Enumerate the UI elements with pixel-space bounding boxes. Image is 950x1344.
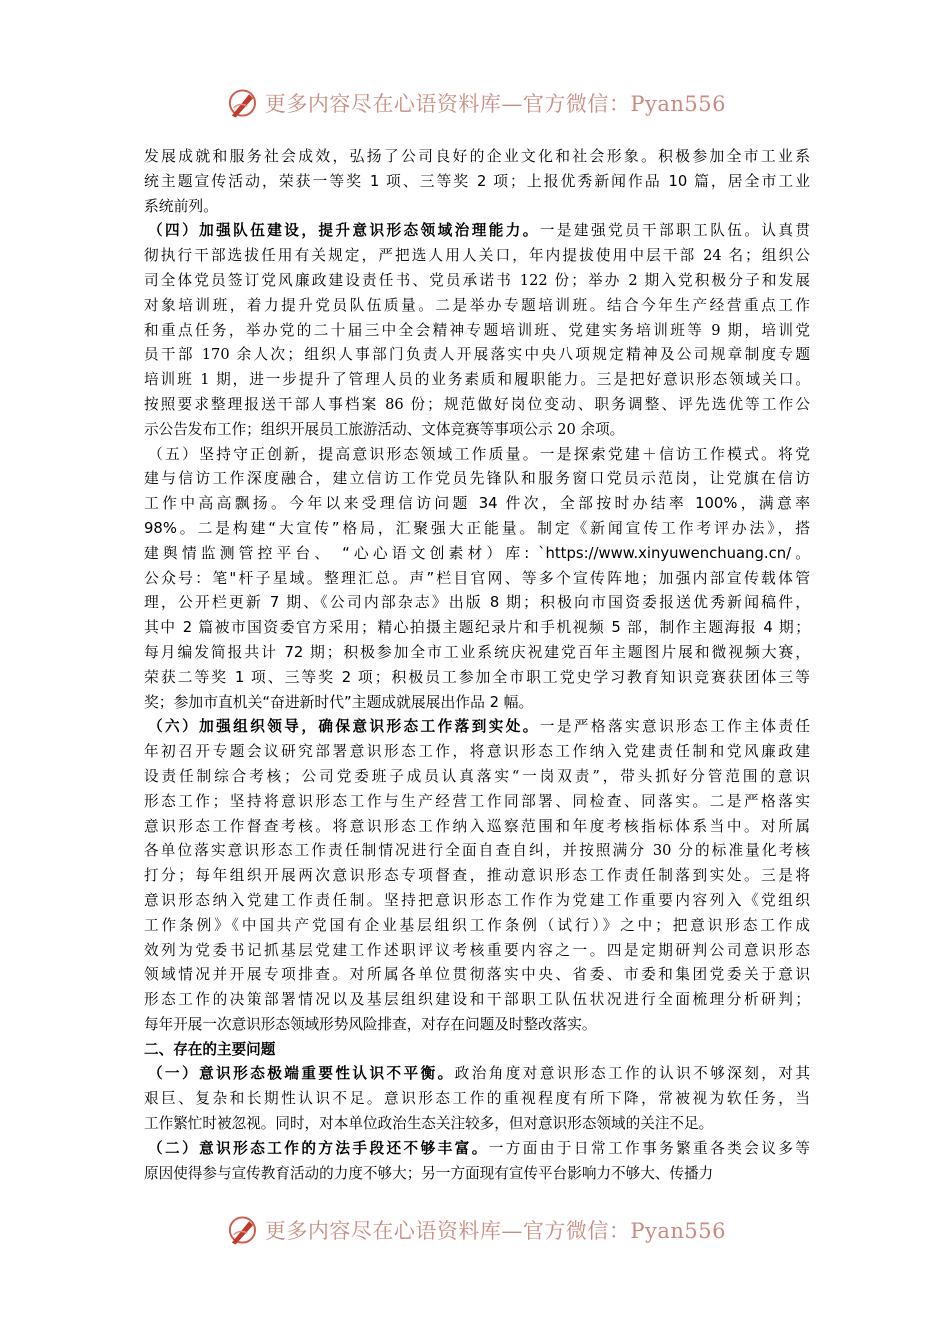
line-text: 设责任制综合考核；公司党委班子成员认真落实“一岗双责”，带头抓好分管范围的意识 [144,767,810,785]
line-text: 公众号：笔"杆子星域。整理汇总。声”栏目官网、等多个宣传阵地；加强内部宣传载体管 [144,569,810,587]
text-line [144,1038,810,1063]
text-line [144,691,810,716]
text-line [144,591,810,616]
text-line [144,1087,810,1112]
line-text: 发展成就和服务社会成效，弘扬了公司良好的企业文化和社会形象。积极参加全市工业系 [144,148,810,165]
text-line [144,939,810,964]
line-text: 其中 2 篇被市国资委官方采用；精心拍摄主题纪录片和手机视频 5 部，制作主题海报 4 期； [144,619,810,637]
text-line [144,467,810,492]
line-text: 对象培训班，着力提升党员队伍质量。二是举办专题培训班。结合今年生产经营重点工作 [144,296,810,314]
line-text: 按照要求整理报送干部人事档案 86 份；规范做好岗位变动、职务调整、评先选优等工作公 [144,395,810,413]
line-text: 建与信访工作深度融合，建立信访工作党员先锋队和服务窗口党员示范岗，让党旗在信访 [144,470,810,488]
line-text: 和重点任务，举办党的二十届三中全会精神专题培训班、党建实务培训班等 9 期，培训党 [144,321,810,339]
line-text: 理，公开栏更新 7 期、《公司内部杂志》出版 8 期；积极向市国资委报送优秀新闻稿件， [144,594,810,612]
text-line [144,517,810,542]
text-line [144,740,810,765]
text-line [144,368,810,393]
line-text: 司全体党员签订党风廉政建设责任书、党员承诺书 122 份；举办 2 期入党积极分子和发展 [144,271,810,289]
text-line [144,567,810,592]
text-line [144,616,810,641]
line-text: 原因使得参与宣传教育活动的力度不够大；另一方面现有宣传平台影响力不够大、传播力 [144,1164,714,1182]
line-text: 培训班 1 期，进一步提升了管理人员的业务素质和履职能力。三是把好意识形态领域关口。 [144,371,810,389]
text-line [144,715,810,740]
line-text: 统主题宣传活动，荣获一等奖 1 项、三等奖 2 项；上报优秀新闻作品 10 篇，居全市工业 [144,172,810,190]
line-text: 领域情况并开展专项排查。对所属各单位贯彻落实中央、省委、市委和集团党委关于意识 [144,966,810,984]
line-text: 形态工作的决策部署情况以及基层组织建设和干部职工队伍状况进行全面梳理分析研判； [144,991,810,1009]
text-line [144,294,810,319]
header-watermark [226,85,726,121]
line-text: 系统前列。 [144,197,218,215]
text-line [144,666,810,691]
text-line [144,839,810,864]
section-heading: （六）加强组织领导，确保意识形态工作落到实处。 [148,718,540,736]
line-text: 意识形态工作督查考核。将意识形态工作纳入巡察范围和年度考核指标体系当中。对所属 [144,817,810,835]
line-text: 工作条例》《中国共产党国有企业基层组织工作条例（试行）》之中；把意识形态工作成 [144,916,810,934]
line-text: 示公告发布工作；组织开展员工旅游活动、文体竞赛等事项公示 20 余项。 [144,420,625,438]
text-line [144,492,810,517]
text-line [144,1162,810,1187]
text-line [144,170,810,195]
section-heading: （二）意识形态工作的方法手段还不够丰富。 [148,1139,489,1157]
header-watermark-text: 更多内容尽在心语资料库—官方微信：Pyan556 [264,92,726,116]
line-text: 政治角度对意识形态工作的认识不够深刻，对其 [454,1065,810,1083]
text-line [144,219,810,244]
line-text: 建舆情监测管控平台、 “心心语文创素材）库: `https://www.xinyuwenchuang.cn/。 [144,544,810,562]
line-text: 一方面由于日常工作事务繁重各类会议多等 [488,1139,810,1157]
text-line [144,641,810,666]
text-line [144,343,810,368]
text-line [144,542,810,567]
text-line [144,443,810,468]
line-text: 工作繁忙时被忽视。同时，对本单位政治生态关注较多，但对意识形态领域的关注不足。 [144,1115,714,1133]
text-line [144,195,810,220]
line-text: 彻执行干部选拔任用有关规定，严把选人用人关口，年内提拔使用中层干部 24 名；组织公 [144,247,810,265]
line-text: 奖；参加市直机关“奋进新时代”主题成就展展出作品 2 幅。 [144,693,534,711]
section-heading: （一）意识形态极端重要性认识不平衡。 [148,1065,455,1083]
pen-logo-icon [226,1213,259,1247]
line-text: 每年开展一次意识形态领域形势风险排查，对存在问题及时整改落实。 [144,1015,597,1033]
text-line [144,864,810,889]
pen-logo-icon [226,86,259,120]
line-text: 艰巨、复杂和长期性认识不足。意识形态工作的重视程度有所下降，常被视为软任务，当 [144,1090,810,1108]
text-line [144,914,810,939]
text-line [144,393,810,418]
line-text: 一是建强党员干部职工队伍。认真贯 [539,222,810,240]
text-line [144,1137,810,1162]
document-body [144,145,810,1186]
text-line [144,244,810,269]
line-text: 98%。二是构建“大宣传”格局，汇聚强大正能量。制定《新闻宣传工作考评办法》，搭 [144,519,810,537]
line-text: 各单位落实意识形态工作责任制情况进行全面自查自纠，并按照满分 30 分的标准量化考核 [144,842,810,860]
text-line [144,790,810,815]
text-line [144,145,810,170]
text-line [144,1062,810,1087]
text-line [144,963,810,988]
line-text: 工作中高高飘扬。今年以来受理信访问题 34 件次，全部按时办结率 100%，满意率 [144,495,810,513]
line-text: （五）坚持守正创新，提高意识形态领域工作质量。一是探索党建＋信访工作模式。将党 [148,445,810,463]
line-text: 意识形态纳入党建工作责任制。坚持把意识形态工作作为党建工作重要内容列入《党组织 [144,891,810,909]
text-line [144,418,810,443]
footer-watermark [226,1212,726,1248]
line-text: 荣获二等奖 1 项、三等奖 2 项；积极员工参加全市职工党史学习教育知识竞赛获团体三等 [144,668,810,686]
line-text: 每月编发简报共计 72 期；积极参加全市工业系统庆祝建党百年主题图片展和微视频大赛， [144,643,810,661]
line-text: 年初召开专题会议研究部署意识形态工作，将意识形态工作纳入党建责任制和党风廉政建 [144,743,810,761]
text-line [144,815,810,840]
line-text: 一是严格落实意识形态工作主体责任 [539,718,810,736]
text-line [144,319,810,344]
text-line [144,889,810,914]
text-line [144,988,810,1013]
text-line [144,269,810,294]
line-text: 员干部 170 余人次；组织人事部门负责人开展落实中央八项规定精神及公司规章制度专题 [144,346,810,364]
section-heading: （四）加强队伍建设，提升意识形态领域治理能力。 [148,222,540,240]
text-line [144,1112,810,1137]
line-text: 打分；每年组织开展两次意识形态专项督查，推动意识形态工作责任制落到实处。三是将 [144,867,810,885]
text-line [144,765,810,790]
line-text: 形态工作；坚持将意识形态工作与生产经营工作同部署、同检查、同落实。二是严格落实 [144,792,810,810]
line-text: 效列为党委书记抓基层党建工作述职评议考核重要内容之一。四是定期研判公司意识形态 [144,941,810,959]
section-heading: 二、存在的主要问题 [144,1040,276,1058]
text-line [144,1013,810,1038]
footer-watermark-text: 更多内容尽在心语资料库—官方微信：Pyan556 [264,1219,726,1243]
